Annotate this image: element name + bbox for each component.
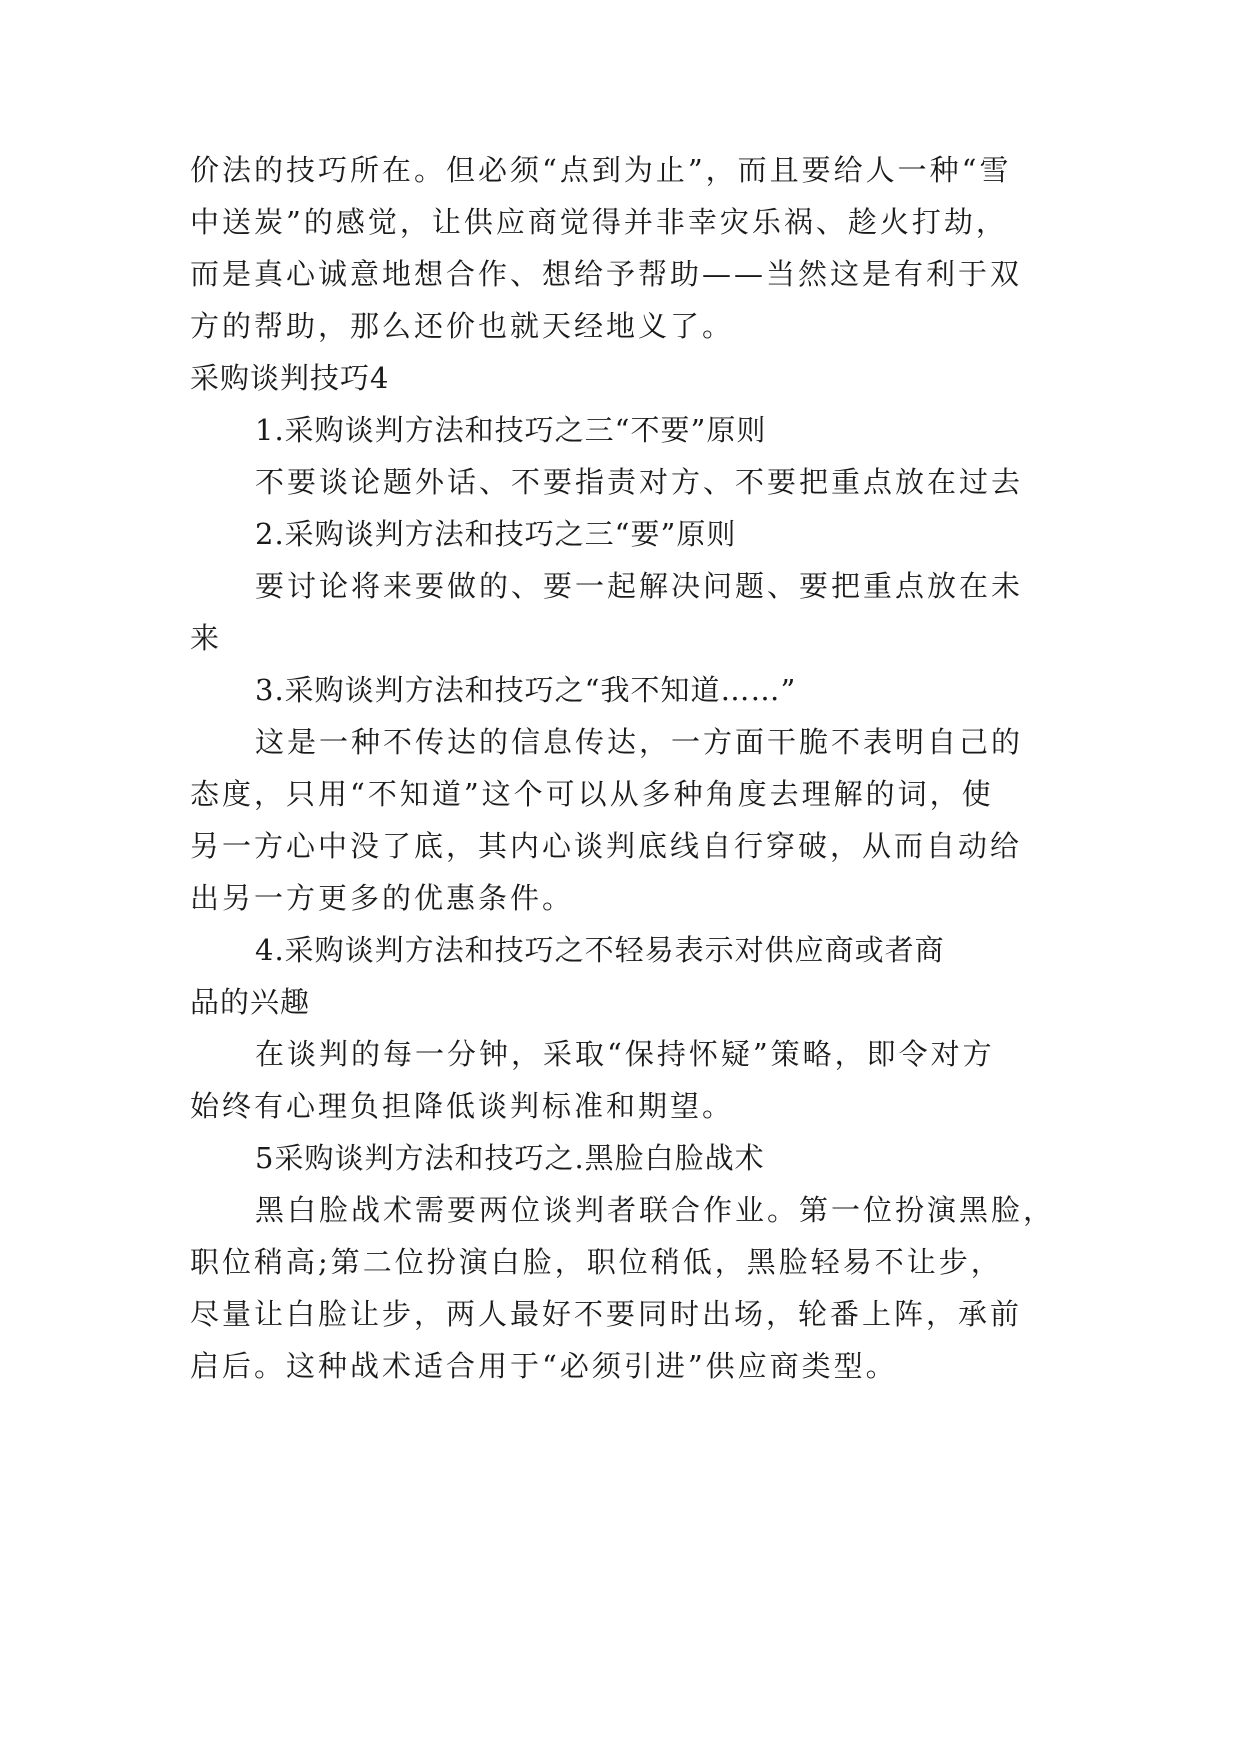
item-body-line: 不要谈论题外话、不要指责对方、不要把重点放在过去: [255, 465, 1024, 499]
paragraph-line: 价法的技巧所在。但必须“点到为止”，而且要给人一种“雪: [190, 153, 1012, 187]
paragraph-line: 中送炭”的感觉，让供应商觉得并非幸灾乐祸、趁火打劫，: [190, 205, 1008, 239]
item-body-line: 在谈判的每一分钟，采取“保持怀疑”策略，即令对方: [255, 1037, 995, 1071]
item-body-line: 态度，只用“不知道”这个可以从多种角度去理解的词，使: [190, 777, 994, 811]
item-body-line: 要讨论将来要做的、要一起解决问题、要把重点放在未: [255, 569, 1024, 603]
item-body-line: 始终有心理负担降低谈判标准和期望。: [190, 1089, 735, 1123]
section-title: 采购谈判技巧4: [190, 361, 390, 395]
item-body-line: 职位稍高;第二位扮演白脸，职位稍低，黑脸轻易不让步，: [190, 1245, 1003, 1279]
item-heading: 5采购谈判方法和技巧之.黑脸白脸战术: [255, 1141, 765, 1175]
item-body-line: 另一方心中没了底，其内心谈判底线自行穿破，从而自动给: [190, 829, 1023, 863]
item-body-line: 黑白脸战术需要两位谈判者联合作业。第一位扮演黑脸，: [255, 1193, 1056, 1227]
item-body-line: 尽量让白脸让步，两人最好不要同时出场，轮番上阵，承前: [190, 1297, 1023, 1331]
item-body-line: 来: [190, 621, 223, 655]
item-body-line: 出另一方更多的优惠条件。: [190, 881, 575, 915]
item-body-line: 启后。这种战术适合用于“必须引进”供应商类型。: [190, 1349, 898, 1383]
item-heading: 4.采购谈判方法和技巧之不轻易表示对供应商或者商: [255, 933, 945, 967]
paragraph-line: 而是真心诚意地想合作、想给予帮助——当然这是有利于双: [190, 257, 1023, 291]
item-body-line: 这是一种不传达的信息传达，一方面干脆不表明自己的: [255, 725, 1024, 759]
item-heading: 1.采购谈判方法和技巧之三“不要”原则: [255, 413, 767, 447]
paragraph-line: 方的帮助，那么还价也就天经地义了。: [190, 309, 735, 343]
item-heading: 2.采购谈判方法和技巧之三“要”原则: [255, 517, 737, 551]
item-heading-continued: 品的兴趣: [190, 985, 311, 1019]
item-heading: 3.采购谈判方法和技巧之“我不知道……”: [255, 673, 797, 707]
